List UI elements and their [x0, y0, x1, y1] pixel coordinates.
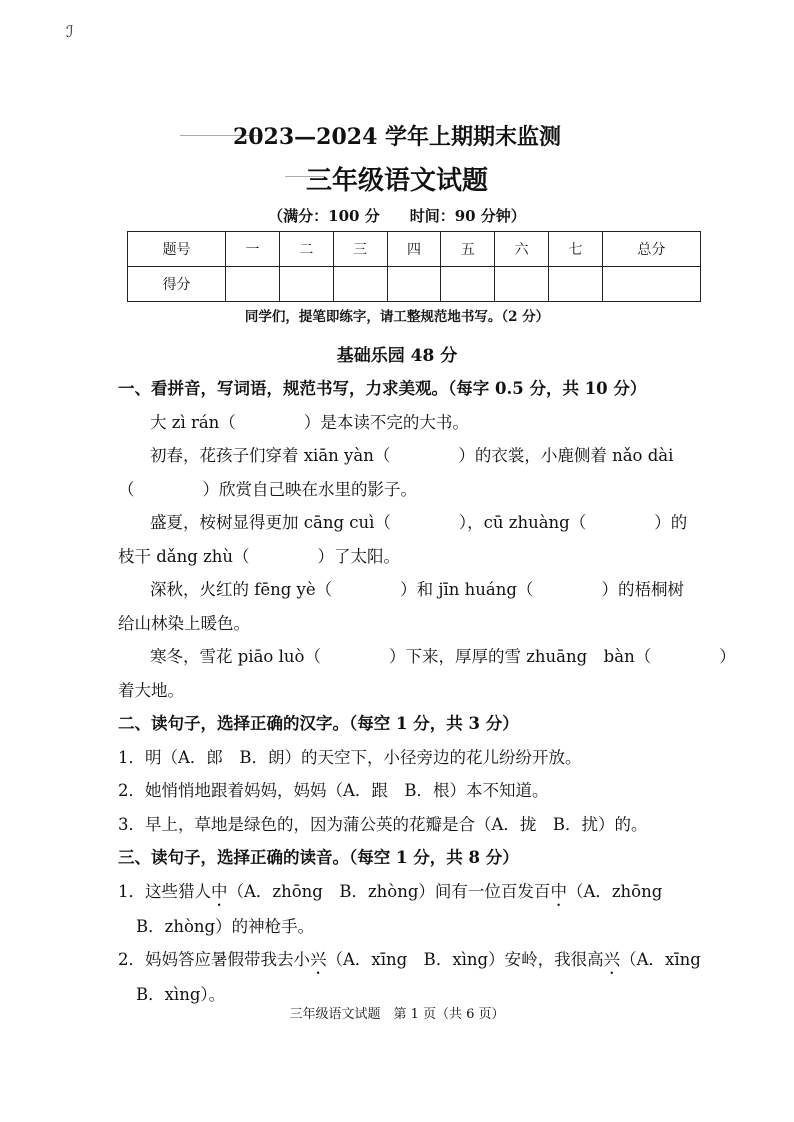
score-row-label: 得分 [128, 267, 226, 302]
q3-dotted-char: 兴 [310, 950, 327, 969]
q3-text: 2．妈妈答应暑假带我去小 [118, 950, 310, 969]
score-header-cell: 五 [441, 232, 495, 267]
q2-sentence: 2．她悄悄地跟着妈妈，妈妈（A．跟 B．根）本不知道。 [118, 781, 549, 800]
page-footer: 三年级语文试题 第 1 页（共 6 页） [289, 1007, 505, 1022]
score-cell[interactable] [602, 267, 700, 302]
writing-instruction: 同学们，提笔即练字，请工整规范地书写。（2 分） [244, 309, 550, 325]
q3-dotted-char: 兴 [603, 950, 621, 969]
question-2-title: 二、读句子，选择正确的汉字。（每空 1 分，共 3 分） [118, 714, 519, 733]
score-header-cell: 六 [495, 232, 549, 267]
q3-sentence [118, 943, 718, 978]
score-cell[interactable] [387, 267, 441, 302]
question-3-title: 三、读句子，选择正确的读音。（每空 1 分，共 8 分） [118, 848, 519, 867]
corner-scribble-icon: ℐ [66, 22, 74, 41]
q1-text: 枝干 dǎng zhù（ [118, 546, 250, 566]
q1-text: ）的衣裳，小鹿侧着 nǎo dài [458, 446, 674, 465]
q1-line [118, 640, 736, 674]
q1-text: ）了太阳。 [317, 546, 401, 566]
score-cell[interactable] [441, 267, 495, 302]
q1-text: 盛夏，桉树显得更加 cāng cuì（ [150, 513, 391, 532]
q1-text: ）是本读不完的大书。 [303, 412, 469, 432]
exam-title: 2023—2024 学年上期期末监测 [232, 124, 562, 150]
q1-text: 深秋，火红的 fēng yè（ [150, 580, 333, 599]
score-cell[interactable] [549, 267, 603, 302]
score-header-cell: 三 [333, 232, 387, 267]
q1-text: （ [118, 479, 135, 499]
exam-subject: 三年级语文试题 [305, 166, 488, 196]
score-table-score-row [128, 267, 701, 302]
q1-line [118, 573, 718, 607]
q3-text: 1．这些猎人 [118, 881, 211, 901]
q1-text: 初春，花孩子们穿着 xiān yàn（ [150, 446, 391, 465]
score-cell[interactable] [333, 267, 387, 302]
questions-body [118, 372, 736, 1012]
q1-line [118, 506, 718, 540]
q1-line [118, 406, 718, 440]
section-title: 基础乐园 48 分 [336, 346, 458, 366]
score-cell[interactable] [279, 267, 333, 302]
q3-text: （A．xīng B．xìng）安岭，我很高 [326, 950, 604, 969]
q1-text: ） [719, 647, 736, 666]
exam-meta: （满分：100 分 时间：90 分钟） [268, 207, 526, 225]
q3-text: （A．xīng [620, 950, 701, 969]
q3-sentence: B．xìng）。 [136, 985, 226, 1004]
q1-text: ）下来，厚厚的雪 zhuāng bàn（ [388, 647, 652, 666]
q3-text: （A．zhōng B．zhòng）间有一位百发百 [227, 881, 551, 901]
question-1-title: 一、看拼音，写词语，规范书写，力求美观。（每字 0.5 分，共 10 分） [118, 379, 647, 398]
score-header-cell: 总分 [602, 232, 700, 267]
q1-text: 大 zì rán（ [150, 412, 236, 432]
q2-sentence: 3．早上，草地是绿色的，因为蒲公英的花瓣是合（A．拢 B．扰）的。 [118, 814, 648, 834]
q3-sentence [118, 875, 718, 910]
score-header-cell: 七 [549, 232, 603, 267]
q1-line [118, 540, 718, 574]
q1-line [118, 473, 718, 507]
q3-dotted-char: 中 [550, 881, 567, 901]
q1-line [118, 439, 718, 473]
q2-sentence: 1．明（A．郎 B．朗）的天空下，小径旁边的花儿纷纷开放。 [118, 747, 582, 767]
q1-line: 着大地。 [118, 680, 184, 700]
score-header-cell: 四 [387, 232, 441, 267]
q1-text: ），cū zhuàng（ [458, 513, 587, 532]
q1-text: 寒冬，雪花 piāo luò（ [150, 647, 321, 666]
q1-text: ）的梧桐树 [601, 580, 684, 599]
q1-text: ）欣赏自己映在水里的影子。 [202, 479, 417, 499]
q3-text: （A．zhōng [566, 881, 663, 901]
q3-dotted-char: 中 [211, 881, 228, 901]
q1-text: ）和 jīn huáng（ [400, 580, 534, 599]
score-table-header-row [128, 232, 701, 267]
q1-line: 给山林染上暖色。 [118, 613, 250, 633]
score-header-cell: 二 [279, 232, 333, 267]
score-header-cell: 一 [226, 232, 280, 267]
score-header-cell: 题号 [128, 232, 226, 267]
q3-sentence: B．zhòng）的神枪手。 [136, 916, 315, 936]
score-cell[interactable] [495, 267, 549, 302]
q1-text: ）的 [654, 513, 688, 532]
score-table [127, 231, 701, 302]
score-cell[interactable] [226, 267, 280, 302]
